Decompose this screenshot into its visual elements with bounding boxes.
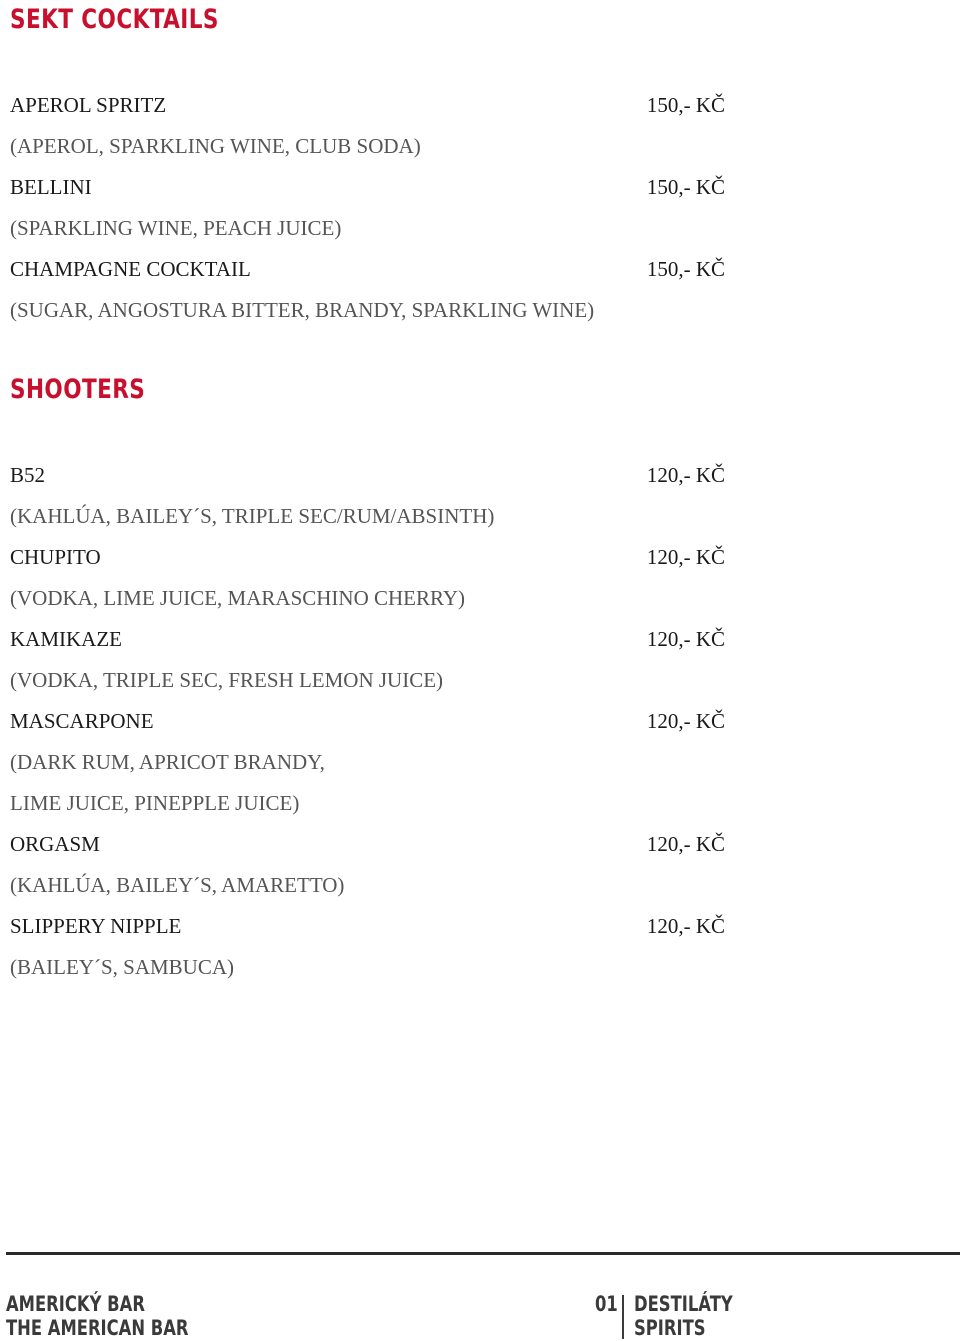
footer-separator: [622, 1295, 624, 1339]
item-description-text: (SUGAR, ANGOSTURA BITTER, BRANDY, SPARKLING WINE): [10, 298, 595, 322]
footer-bar-name-en: THE AMERICAN BAR: [6, 1316, 189, 1340]
item-description: [10, 660, 725, 701]
menu-item: [10, 619, 725, 660]
item-name: B52: [10, 463, 46, 487]
item-description: [10, 290, 725, 331]
menu-item: [10, 85, 725, 126]
section-title-shooters: SHOOTERS: [10, 374, 146, 405]
item-price: 150,- KČ: [646, 257, 725, 281]
item-description-text: (APEROL, SPARKLING WINE, CLUB SODA): [10, 134, 421, 158]
item-price: 150,- KČ: [646, 93, 725, 117]
item-description-text-line2: LIME JUICE, PINEPPLE JUICE): [10, 791, 300, 815]
item-description-text: (VODKA, TRIPLE SEC, FRESH LEMON JUICE): [10, 668, 444, 692]
menu-item: [10, 249, 725, 290]
footer-bar-name: [6, 1292, 240, 1340]
menu-item: [10, 455, 725, 496]
item-name: BELLINI: [10, 175, 92, 199]
item-description: [10, 947, 725, 988]
item-price: 120,- KČ: [646, 545, 725, 569]
item-description-text: (DARK RUM, APRICOT BRANDY,: [10, 750, 325, 774]
item-price: 120,- KČ: [646, 463, 725, 487]
item-description-text: (VODKA, LIME JUICE, MARASCHINO CHERRY): [10, 586, 466, 610]
item-name: MASCARPONE: [10, 709, 154, 733]
item-description: [10, 742, 725, 783]
item-name: APEROL SPRITZ: [10, 93, 167, 117]
page-number: 01: [595, 1292, 618, 1316]
item-description: [10, 865, 725, 906]
item-name: CHUPITO: [10, 545, 101, 569]
footer-category-cz: DESTILÁTY: [634, 1292, 733, 1316]
item-name: KAMIKAZE: [10, 627, 122, 651]
item-description: [10, 496, 725, 537]
item-price: 120,- KČ: [646, 627, 725, 651]
item-description-text: (BAILEY´S, SAMBUCA): [10, 955, 235, 979]
item-price: 120,- KČ: [646, 709, 725, 733]
menu-item: [10, 537, 725, 578]
item-name: ORGASM: [10, 832, 100, 856]
menu-item: [10, 824, 725, 865]
item-description-text: (SPARKLING WINE, PEACH JUICE): [10, 216, 342, 240]
item-description: [10, 208, 725, 249]
footer-bar-name-cz: AMERICKÝ BAR: [6, 1292, 145, 1316]
item-name: SLIPPERY NIPPLE: [10, 914, 182, 938]
section-title-sekt-cocktails: SEKT COCKTAILS: [10, 4, 219, 35]
footer-divider: [6, 1252, 960, 1255]
menu-item: [10, 701, 725, 742]
item-price: 150,- KČ: [646, 175, 725, 199]
item-price: 120,- KČ: [646, 914, 725, 938]
item-name: CHAMPAGNE COCKTAIL: [10, 257, 251, 281]
item-description-text: (KAHLÚA, BAILEY´S, TRIPLE SEC/RUM/ABSINTH): [10, 504, 495, 528]
item-description-text: (KAHLÚA, BAILEY´S, AMARETTO): [10, 873, 345, 897]
footer-category: [634, 1292, 761, 1340]
item-price: 120,- KČ: [646, 832, 725, 856]
item-description: [10, 783, 725, 824]
item-description: [10, 126, 725, 167]
menu-item: [10, 167, 725, 208]
item-description: [10, 578, 725, 619]
menu-item: [10, 906, 725, 947]
footer-category-en: SPIRITS: [634, 1316, 706, 1340]
